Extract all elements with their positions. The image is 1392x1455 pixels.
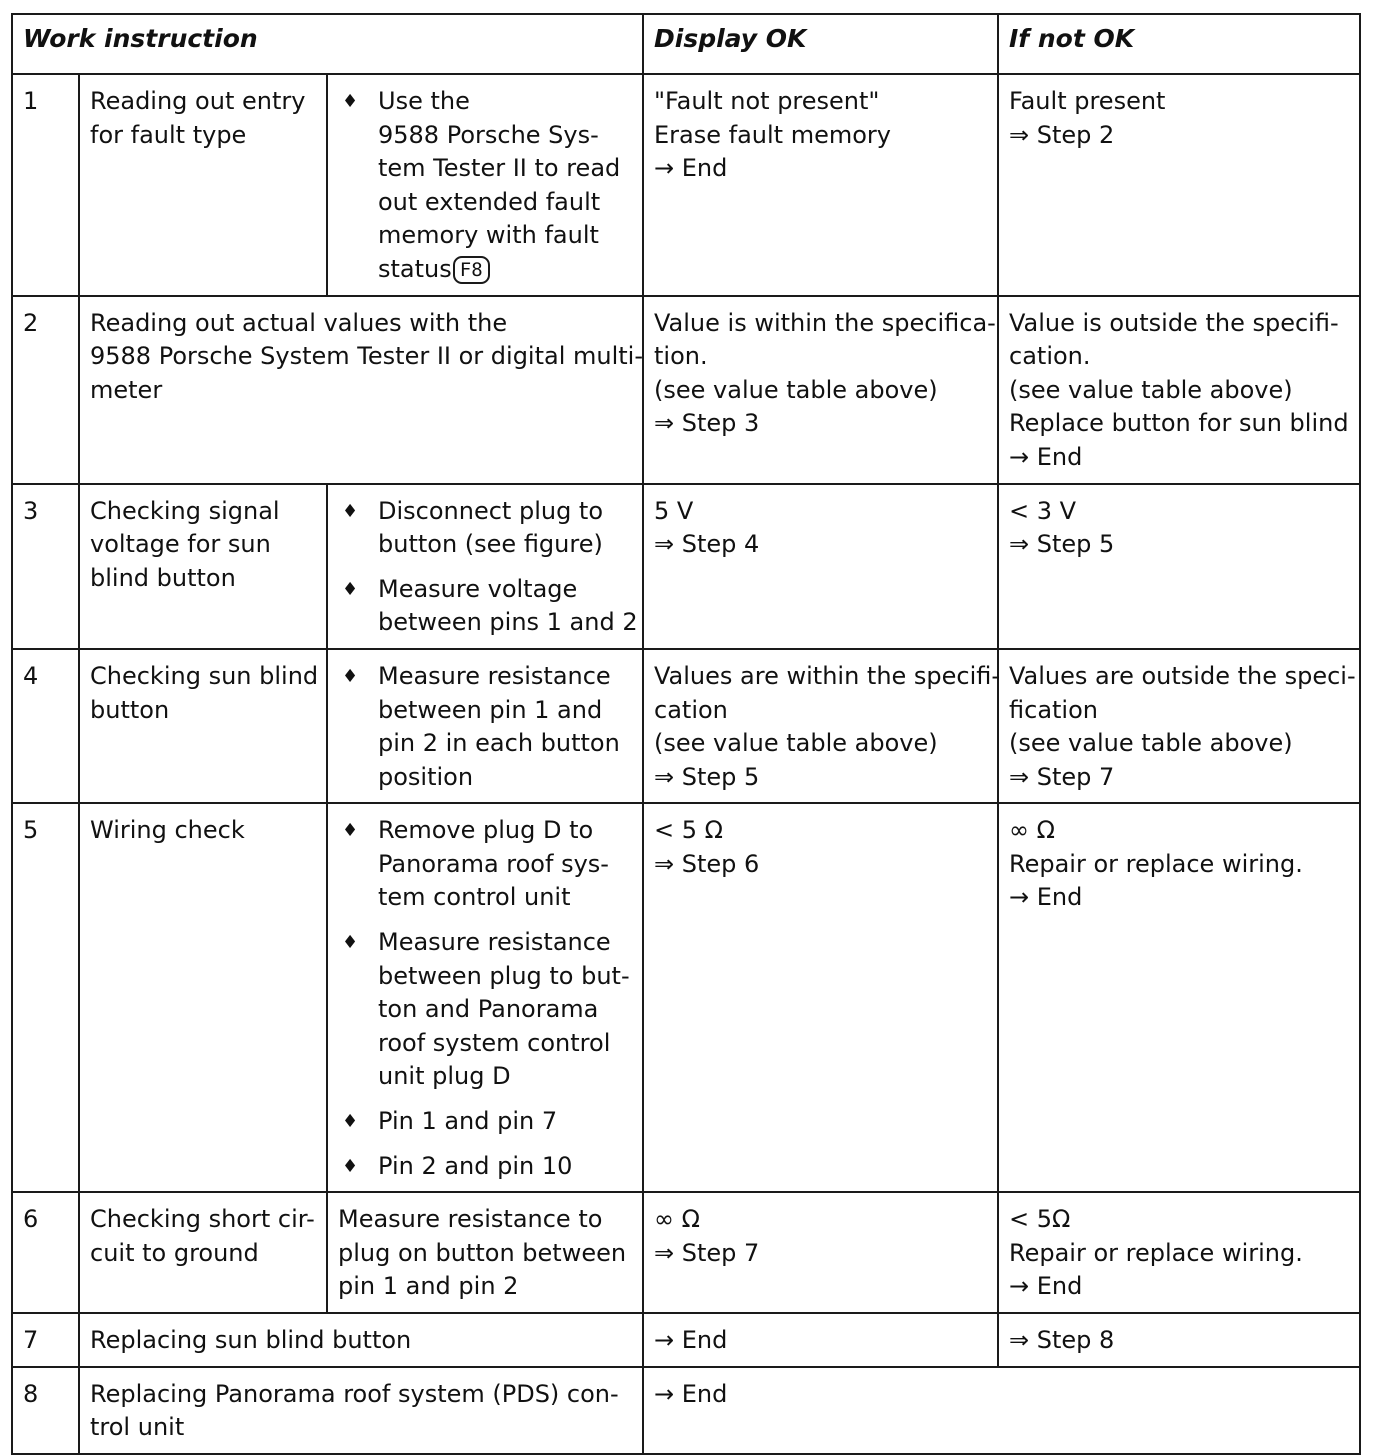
display-ok-cell xyxy=(643,1367,1360,1454)
if-not-ok-cell xyxy=(998,296,1360,484)
text-line: "Fault not present" xyxy=(654,87,880,115)
text-line: Value is within the specifica- xyxy=(654,308,996,337)
step-instruction xyxy=(79,1367,643,1454)
text-line: pin 1 and pin 2 xyxy=(338,1272,519,1301)
action-item xyxy=(338,926,632,1094)
text-line: → End xyxy=(654,154,728,183)
step-row-5 xyxy=(12,803,1360,1192)
diamond-bullet-icon: ♦ xyxy=(342,932,359,954)
text-line: 9588 Porsche Sys- xyxy=(378,120,599,149)
step-row-4 xyxy=(12,649,1360,803)
text-line: ⇒ Step 5 xyxy=(654,762,760,791)
text-line: for fault type xyxy=(90,120,247,149)
step-actions xyxy=(327,74,643,296)
text-line: between pin 1 and xyxy=(378,695,603,724)
step-row-3 xyxy=(12,484,1360,649)
text-line: plug on button between xyxy=(338,1238,627,1267)
text-line: Reading out entry xyxy=(90,87,306,115)
text-line: position xyxy=(378,762,474,791)
if-not-ok-cell xyxy=(998,803,1360,1192)
text-line: Checking sun blind xyxy=(90,661,319,690)
display-ok-cell xyxy=(643,1192,998,1313)
step-number: 6 xyxy=(12,1192,79,1313)
text-line: Checking short cir- xyxy=(90,1205,315,1234)
step-number: 1 xyxy=(12,74,79,296)
text-line: Wiring check xyxy=(90,816,245,845)
text-line: Measure voltage xyxy=(378,574,578,603)
display-ok-cell xyxy=(643,803,998,1192)
text-line: Use the xyxy=(378,87,470,115)
text-line: between pins 1 and 2 xyxy=(378,608,638,637)
step-row-7 xyxy=(12,1313,1360,1367)
display-ok-cell xyxy=(643,296,998,484)
text-line: tem control unit xyxy=(378,883,571,912)
text-line: ⇒ Step 3 xyxy=(654,409,760,438)
text-line: ⇒ Step 7 xyxy=(654,1238,760,1267)
text-line: Panorama roof sys- xyxy=(378,849,609,878)
text-line: (see value table above) xyxy=(654,375,938,404)
text-fragment: status xyxy=(378,254,452,283)
action-item xyxy=(338,814,632,915)
text-line: Reading out actual values with the xyxy=(90,308,508,337)
if-not-ok-cell xyxy=(998,484,1360,649)
text-line: Checking signal xyxy=(90,496,280,525)
text-line: fication xyxy=(1009,695,1098,724)
text-line: 5 V xyxy=(654,496,694,525)
text-line: < 5 Ω xyxy=(654,816,723,845)
text-line: voltage for sun xyxy=(90,530,271,559)
text-line: ∞ Ω xyxy=(654,1205,700,1234)
if-not-ok-cell xyxy=(998,1192,1360,1313)
text-line: unit plug D xyxy=(378,1062,511,1091)
text-line: Disconnect plug to xyxy=(378,496,604,525)
text-line: ton and Panorama xyxy=(378,995,599,1024)
action-item xyxy=(338,1105,632,1139)
text-line: Measure resistance to xyxy=(338,1205,603,1234)
text-line: memory with fault xyxy=(378,221,599,250)
text-line: trol unit xyxy=(90,1413,185,1442)
step-actions xyxy=(327,484,643,649)
header-work-instruction: Work instruction xyxy=(12,14,643,74)
step-instruction xyxy=(79,74,327,296)
text-line: Measure resistance xyxy=(378,661,611,690)
text-line: Remove plug D to xyxy=(378,816,594,845)
step-number: 5 xyxy=(12,803,79,1192)
text-line: ⇒ Step 7 xyxy=(1009,762,1115,791)
header-if-not-ok: If not OK xyxy=(998,14,1360,74)
step-actions xyxy=(327,1192,643,1313)
display-ok-cell xyxy=(643,649,1001,803)
text-line: ⇒ Step 5 xyxy=(1009,530,1115,559)
text-line: Replacing Panorama roof system (PDS) con- xyxy=(90,1379,619,1408)
text-line: Measure resistance xyxy=(378,928,611,957)
diamond-bullet-icon: ♦ xyxy=(342,1155,359,1177)
text-line: (see value table above) xyxy=(1009,729,1293,758)
text-line: 9588 Porsche System Tester II or digital multi- xyxy=(90,342,644,371)
step-instruction xyxy=(79,484,327,649)
text-line: Value is outside the specifi- xyxy=(1009,308,1339,337)
text-line: → End xyxy=(1009,883,1083,912)
text-line: < 5Ω xyxy=(1009,1205,1071,1234)
action-item xyxy=(338,1150,632,1184)
text-line: between plug to but- xyxy=(378,961,630,990)
action-item xyxy=(338,573,638,640)
text-line: Values are within the specifi- xyxy=(654,661,1001,690)
text-line: Pin 2 and pin 10 xyxy=(378,1151,573,1180)
step-row-1 xyxy=(12,74,1360,296)
diamond-bullet-icon: ♦ xyxy=(342,665,359,687)
step-instruction xyxy=(79,1192,327,1313)
text-line: ⇒ Step 4 xyxy=(654,530,760,559)
text-line: out extended fault xyxy=(378,187,601,216)
step-actions xyxy=(327,803,643,1192)
if-not-ok-cell xyxy=(998,1313,1360,1367)
step-instruction xyxy=(79,296,643,484)
text-line: blind button xyxy=(90,563,236,592)
text-line: → End xyxy=(1009,1272,1083,1301)
text-line: → End xyxy=(1009,442,1083,471)
display-ok-cell xyxy=(643,74,998,296)
text-line: button xyxy=(90,695,170,724)
text-line: cation xyxy=(654,695,728,724)
display-ok-cell xyxy=(643,1313,998,1367)
step-number: 8 xyxy=(12,1367,79,1454)
step-number: 4 xyxy=(12,649,79,803)
step-row-2 xyxy=(12,296,1360,484)
if-not-ok-cell xyxy=(998,649,1360,803)
text-line: (see value table above) xyxy=(654,729,938,758)
text-line: → End xyxy=(654,1326,728,1354)
step-number: 2 xyxy=(12,296,79,484)
if-not-ok-cell xyxy=(998,74,1360,296)
display-ok-cell xyxy=(643,484,998,649)
text-line: < 3 V xyxy=(1009,496,1077,525)
diamond-bullet-icon: ♦ xyxy=(342,500,359,522)
text-line: cuit to ground xyxy=(90,1238,259,1267)
action-item xyxy=(338,85,632,287)
diamond-bullet-icon: ♦ xyxy=(342,578,359,600)
text-line: ⇒ Step 8 xyxy=(1009,1326,1115,1354)
text-line: Replacing sun blind button xyxy=(90,1326,412,1354)
text-line: Repair or replace wiring. xyxy=(1009,1238,1303,1267)
text-line: pin 2 in each button xyxy=(378,729,620,758)
text-line: (see value table above) xyxy=(1009,375,1293,404)
text-line: Repair or replace wiring. xyxy=(1009,849,1303,878)
diamond-bullet-icon: ♦ xyxy=(342,91,359,112)
text-line: → End xyxy=(654,1379,728,1408)
step-number: 3 xyxy=(12,484,79,649)
text-line: tion. xyxy=(654,342,708,371)
diamond-bullet-icon: ♦ xyxy=(342,820,359,842)
text-line: cation. xyxy=(1009,342,1091,371)
text-line xyxy=(378,253,632,287)
text-line: ⇒ Step 6 xyxy=(654,849,760,878)
text-line: Erase fault memory xyxy=(654,120,891,149)
text-line: ⇒ Step 2 xyxy=(1009,120,1115,149)
text-line: roof system control xyxy=(378,1028,611,1057)
text-line: Replace button for sun blind xyxy=(1009,409,1349,438)
text-line: tem Tester II to read xyxy=(378,154,621,183)
step-instruction xyxy=(79,803,327,1192)
step-row-6 xyxy=(12,1192,1360,1313)
diamond-bullet-icon: ♦ xyxy=(342,1111,359,1133)
step-actions xyxy=(327,649,643,803)
text-line: ∞ Ω xyxy=(1009,816,1055,845)
action-item xyxy=(338,495,632,562)
action-item xyxy=(338,660,632,794)
text-line: meter xyxy=(90,375,163,404)
text-line: Fault present xyxy=(1009,87,1166,115)
text-line: Values are outside the speci- xyxy=(1009,661,1356,690)
step-instruction xyxy=(79,1313,643,1367)
step-number: 7 xyxy=(12,1313,79,1367)
step-instruction xyxy=(79,649,327,803)
step-row-8 xyxy=(12,1367,1360,1454)
f8-key-icon: F8 xyxy=(453,256,490,284)
text-line: Pin 1 and pin 7 xyxy=(378,1107,558,1136)
work-instruction-table xyxy=(11,13,1361,1455)
header-display-ok: Display OK xyxy=(643,14,998,74)
text-line: button (see figure) xyxy=(378,530,603,559)
header-row xyxy=(12,14,1360,74)
